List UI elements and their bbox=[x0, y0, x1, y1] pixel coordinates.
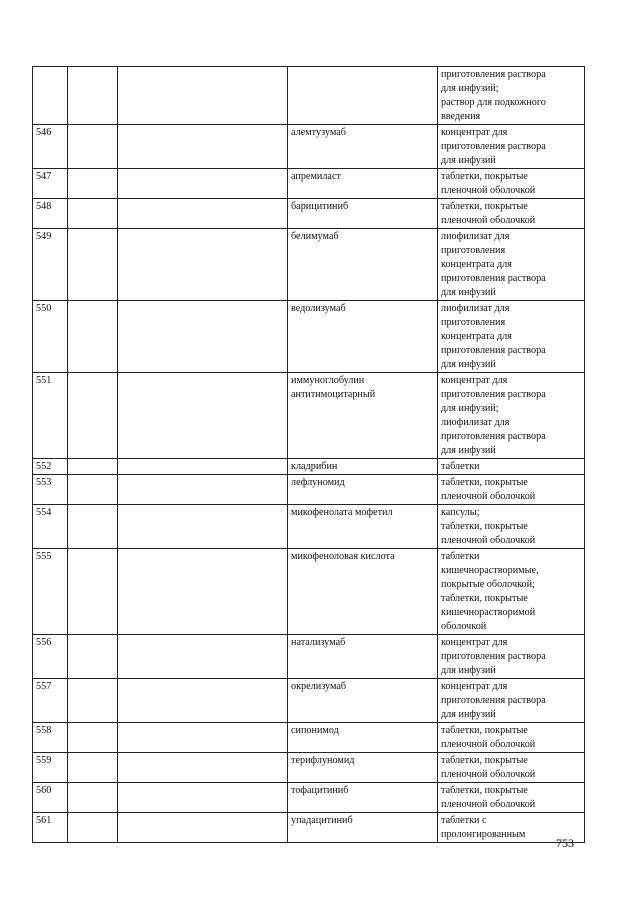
table-row bbox=[33, 753, 585, 783]
row-number: 558 bbox=[33, 723, 68, 753]
table-row bbox=[33, 459, 585, 475]
dosage-form: таблетки, покрытые пленочной оболочкой bbox=[438, 169, 585, 199]
table-row bbox=[33, 635, 585, 679]
drug-name: упадацитиниб bbox=[288, 813, 438, 843]
row-number: 552 bbox=[33, 459, 68, 475]
table-row bbox=[33, 373, 585, 459]
atc-code-cell bbox=[68, 549, 118, 635]
dosage-form: концентрат для приготовления раствора для инфузий bbox=[438, 635, 585, 679]
page-number: 753 bbox=[556, 836, 574, 850]
table-row bbox=[33, 549, 585, 635]
table-row bbox=[33, 125, 585, 169]
row-number: 547 bbox=[33, 169, 68, 199]
table-row bbox=[33, 723, 585, 753]
drug-name: микофенолата мофетил bbox=[288, 505, 438, 549]
dosage-form: таблетки, покрытые пленочной оболочкой bbox=[438, 753, 585, 783]
drug-name: апремиласт bbox=[288, 169, 438, 199]
table-row bbox=[33, 813, 585, 843]
row-number: 551 bbox=[33, 373, 68, 459]
atc-code-cell bbox=[68, 813, 118, 843]
row-number: 546 bbox=[33, 125, 68, 169]
dosage-form: таблетки bbox=[438, 459, 585, 475]
dosage-form: лиофилизат для приготовления концентрата для приготовления раствора для инфузий bbox=[438, 301, 585, 373]
table-row bbox=[33, 67, 585, 125]
dosage-form: таблетки, покрытые пленочной оболочкой bbox=[438, 475, 585, 505]
dosage-form: таблетки кишечнорастворимые, покрытые оболочкой; таблетки, покрытые кишечнорастворимой оболочкой bbox=[438, 549, 585, 635]
row-number: 557 bbox=[33, 679, 68, 723]
table-row bbox=[33, 301, 585, 373]
row-number: 559 bbox=[33, 753, 68, 783]
group-name-cell bbox=[118, 813, 288, 843]
row-number: 550 bbox=[33, 301, 68, 373]
row-number: 555 bbox=[33, 549, 68, 635]
drug-name: ведолизумаб bbox=[288, 301, 438, 373]
atc-code-cell bbox=[68, 125, 118, 169]
atc-code-cell bbox=[68, 753, 118, 783]
atc-code-cell bbox=[68, 679, 118, 723]
group-name-cell bbox=[118, 125, 288, 169]
atc-code-cell bbox=[68, 199, 118, 229]
group-name-cell bbox=[118, 301, 288, 373]
table-row bbox=[33, 783, 585, 813]
drug-name: лефлуномид bbox=[288, 475, 438, 505]
medication-table bbox=[32, 66, 585, 843]
table-row bbox=[33, 229, 585, 301]
table-row bbox=[33, 475, 585, 505]
dosage-form: таблетки, покрытые пленочной оболочкой bbox=[438, 199, 585, 229]
atc-code-cell bbox=[68, 723, 118, 753]
atc-code-cell bbox=[68, 169, 118, 199]
group-name-cell bbox=[118, 67, 288, 125]
group-name-cell bbox=[118, 679, 288, 723]
atc-code-cell bbox=[68, 373, 118, 459]
dosage-form: таблетки, покрытые пленочной оболочкой bbox=[438, 723, 585, 753]
drug-name bbox=[288, 67, 438, 125]
group-name-cell bbox=[118, 723, 288, 753]
row-number: 553 bbox=[33, 475, 68, 505]
row-number: 561 bbox=[33, 813, 68, 843]
row-number: 554 bbox=[33, 505, 68, 549]
atc-code-cell bbox=[68, 301, 118, 373]
table-row bbox=[33, 199, 585, 229]
atc-code-cell bbox=[68, 229, 118, 301]
table-row bbox=[33, 169, 585, 199]
atc-code-cell bbox=[68, 475, 118, 505]
group-name-cell bbox=[118, 753, 288, 783]
drug-name: барицитиниб bbox=[288, 199, 438, 229]
drug-name: кладрибин bbox=[288, 459, 438, 475]
atc-code-cell bbox=[68, 67, 118, 125]
row-number: 549 bbox=[33, 229, 68, 301]
drug-name: алемтузумаб bbox=[288, 125, 438, 169]
group-name-cell bbox=[118, 475, 288, 505]
row-number: 560 bbox=[33, 783, 68, 813]
drug-name: терифлуномид bbox=[288, 753, 438, 783]
drug-name: сипонимод bbox=[288, 723, 438, 753]
dosage-form: концентрат для приготовления раствора для инфузий bbox=[438, 125, 585, 169]
drug-name: тофацитиниб bbox=[288, 783, 438, 813]
dosage-form: приготовления раствора для инфузий; раствор для подкожного введения bbox=[438, 67, 585, 125]
drug-name: белимумаб bbox=[288, 229, 438, 301]
group-name-cell bbox=[118, 505, 288, 549]
group-name-cell bbox=[118, 549, 288, 635]
row-number: 548 bbox=[33, 199, 68, 229]
group-name-cell bbox=[118, 635, 288, 679]
dosage-form: лиофилизат для приготовления концентрата для приготовления раствора для инфузий bbox=[438, 229, 585, 301]
row-number: 556 bbox=[33, 635, 68, 679]
atc-code-cell bbox=[68, 459, 118, 475]
group-name-cell bbox=[118, 169, 288, 199]
dosage-form: таблетки, покрытые пленочной оболочкой bbox=[438, 783, 585, 813]
dosage-form: таблетки с пролонгированным bbox=[438, 813, 585, 843]
group-name-cell bbox=[118, 373, 288, 459]
table-row bbox=[33, 679, 585, 723]
group-name-cell bbox=[118, 459, 288, 475]
table-row bbox=[33, 505, 585, 549]
row-number bbox=[33, 67, 68, 125]
drug-name: окрелизумаб bbox=[288, 679, 438, 723]
group-name-cell bbox=[118, 783, 288, 813]
atc-code-cell bbox=[68, 783, 118, 813]
dosage-form: концентрат для приготовления раствора для инфузий; лиофилизат для приготовления раствора для инфузий bbox=[438, 373, 585, 459]
drug-name: микофеноловая кислота bbox=[288, 549, 438, 635]
group-name-cell bbox=[118, 229, 288, 301]
drug-name: иммуноглобулин антитимоцитарный bbox=[288, 373, 438, 459]
drug-name: натализумаб bbox=[288, 635, 438, 679]
atc-code-cell bbox=[68, 635, 118, 679]
atc-code-cell bbox=[68, 505, 118, 549]
table-body bbox=[33, 67, 585, 843]
dosage-form: концентрат для приготовления раствора для инфузий bbox=[438, 679, 585, 723]
group-name-cell bbox=[118, 199, 288, 229]
dosage-form: капсулы; таблетки, покрытые пленочной оболочкой bbox=[438, 505, 585, 549]
